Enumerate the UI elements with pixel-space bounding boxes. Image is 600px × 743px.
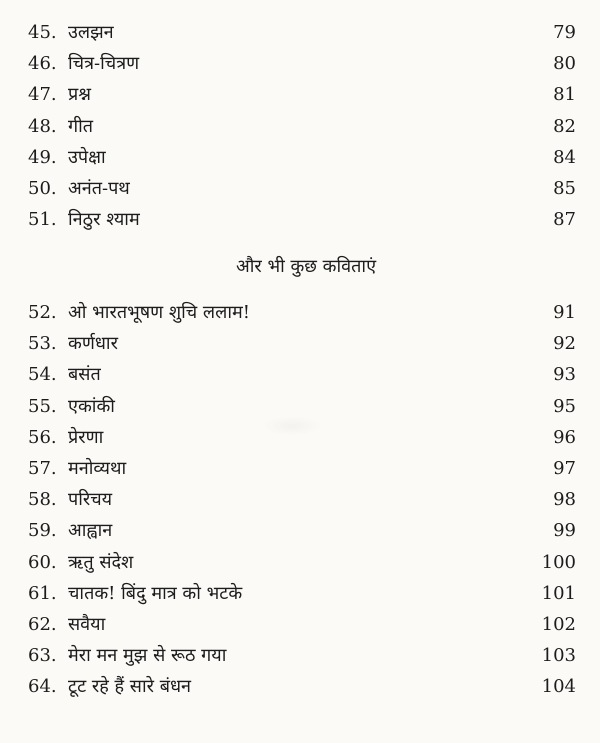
- entry-title: मनोव्यथा: [68, 457, 127, 479]
- toc-entry: [28, 359, 576, 390]
- entry-title: गीत: [68, 115, 94, 137]
- toc-entry: [28, 204, 576, 235]
- entry-title: अनंत-पथ: [68, 177, 130, 199]
- entry-title: बसंत: [68, 364, 101, 386]
- entry-page-number: 80: [553, 53, 576, 75]
- toc-entry: [28, 640, 576, 671]
- entry-page-number: 85: [553, 177, 576, 199]
- entry-page-number: 81: [553, 84, 576, 106]
- entry-title: कर्णधार: [68, 333, 118, 355]
- toc-entry: [28, 142, 576, 173]
- toc-entry: [28, 328, 576, 359]
- entry-page-number: 98: [553, 489, 576, 511]
- toc-entry: [28, 609, 576, 640]
- entry-number: 54.: [28, 364, 57, 386]
- entry-number: 55.: [28, 395, 57, 417]
- entry-number: 56.: [28, 426, 57, 448]
- entry-page-number: 95: [553, 395, 576, 417]
- entry-page-number: 102: [541, 613, 576, 635]
- entry-title: उपेक्षा: [68, 146, 106, 168]
- entry-number: 50.: [28, 177, 57, 199]
- toc-entry: [28, 578, 576, 609]
- entry-page-number: 100: [541, 551, 576, 573]
- entry-number: 47.: [28, 84, 57, 106]
- entry-number: 51.: [28, 209, 57, 231]
- section-heading: और भी कुछ कविताएं: [235, 256, 377, 277]
- entry-page-number: 97: [553, 457, 576, 479]
- entry-title: एकांकी: [68, 395, 115, 417]
- entry-number: 62.: [28, 613, 57, 635]
- entry-number: 58.: [28, 489, 57, 511]
- entry-number: 46.: [28, 53, 57, 75]
- entry-number: 59.: [28, 520, 57, 542]
- entry-page-number: 79: [553, 22, 576, 43]
- entry-page-number: 96: [553, 426, 576, 448]
- toc-entry: [28, 422, 576, 453]
- toc-entry: [28, 453, 576, 484]
- entry-page-number: 87: [553, 209, 576, 231]
- entry-page-number: 104: [541, 676, 576, 698]
- entry-title: उलझन: [68, 22, 114, 43]
- entry-title: ओ भारतभूषण शुचि ललाम!: [68, 302, 250, 323]
- toc-entry: [28, 17, 576, 48]
- entry-number: 57.: [28, 457, 57, 479]
- toc-entry: [28, 671, 576, 702]
- toc-entry: [28, 48, 576, 79]
- toc-entry: [28, 297, 576, 328]
- entry-title: चातक! बिंदु मात्र को भटके: [68, 582, 243, 604]
- entry-title: चित्र-चित्रण: [68, 53, 140, 75]
- toc-entry: [28, 391, 576, 422]
- entry-title: टूट रहे हैं सारे बंधन: [68, 676, 192, 698]
- entry-number: 61.: [28, 582, 57, 604]
- entry-title: सवैया: [68, 613, 106, 635]
- entry-number: 49.: [28, 146, 57, 168]
- entry-number: 53.: [28, 333, 57, 355]
- toc-entry: [28, 515, 576, 546]
- entry-page-number: 92: [553, 333, 576, 355]
- entry-title: परिचय: [68, 489, 113, 511]
- entry-title: ऋतु संदेश: [68, 551, 134, 573]
- toc-list-part-one: [28, 17, 576, 235]
- entry-page-number: 103: [541, 645, 576, 667]
- entry-number: 45.: [28, 22, 57, 43]
- entry-number: 52.: [28, 302, 57, 323]
- entry-page-number: 99: [553, 520, 576, 542]
- entry-title: आह्वान: [68, 520, 113, 542]
- entry-page-number: 93: [553, 364, 576, 386]
- entry-page-number: 91: [553, 302, 576, 323]
- entry-page-number: 82: [553, 115, 576, 137]
- toc-list-part-two: [28, 297, 576, 702]
- entry-title: प्रश्न: [68, 84, 91, 106]
- toc-entry: [28, 484, 576, 515]
- entry-page-number: 101: [541, 582, 576, 604]
- entry-number: 60.: [28, 551, 57, 573]
- entry-page-number: 84: [553, 146, 576, 168]
- entry-number: 48.: [28, 115, 57, 137]
- entry-title: निठुर श्याम: [68, 209, 140, 231]
- toc-entry: [28, 79, 576, 110]
- toc-entry: [28, 111, 576, 142]
- entry-title: प्रेरणा: [68, 426, 104, 448]
- entry-title: मेरा मन मुझ से रूठ गया: [68, 645, 227, 667]
- entry-number: 63.: [28, 645, 57, 667]
- toc-entry: [28, 547, 576, 578]
- toc-entry: [28, 173, 576, 204]
- entry-number: 64.: [28, 676, 57, 698]
